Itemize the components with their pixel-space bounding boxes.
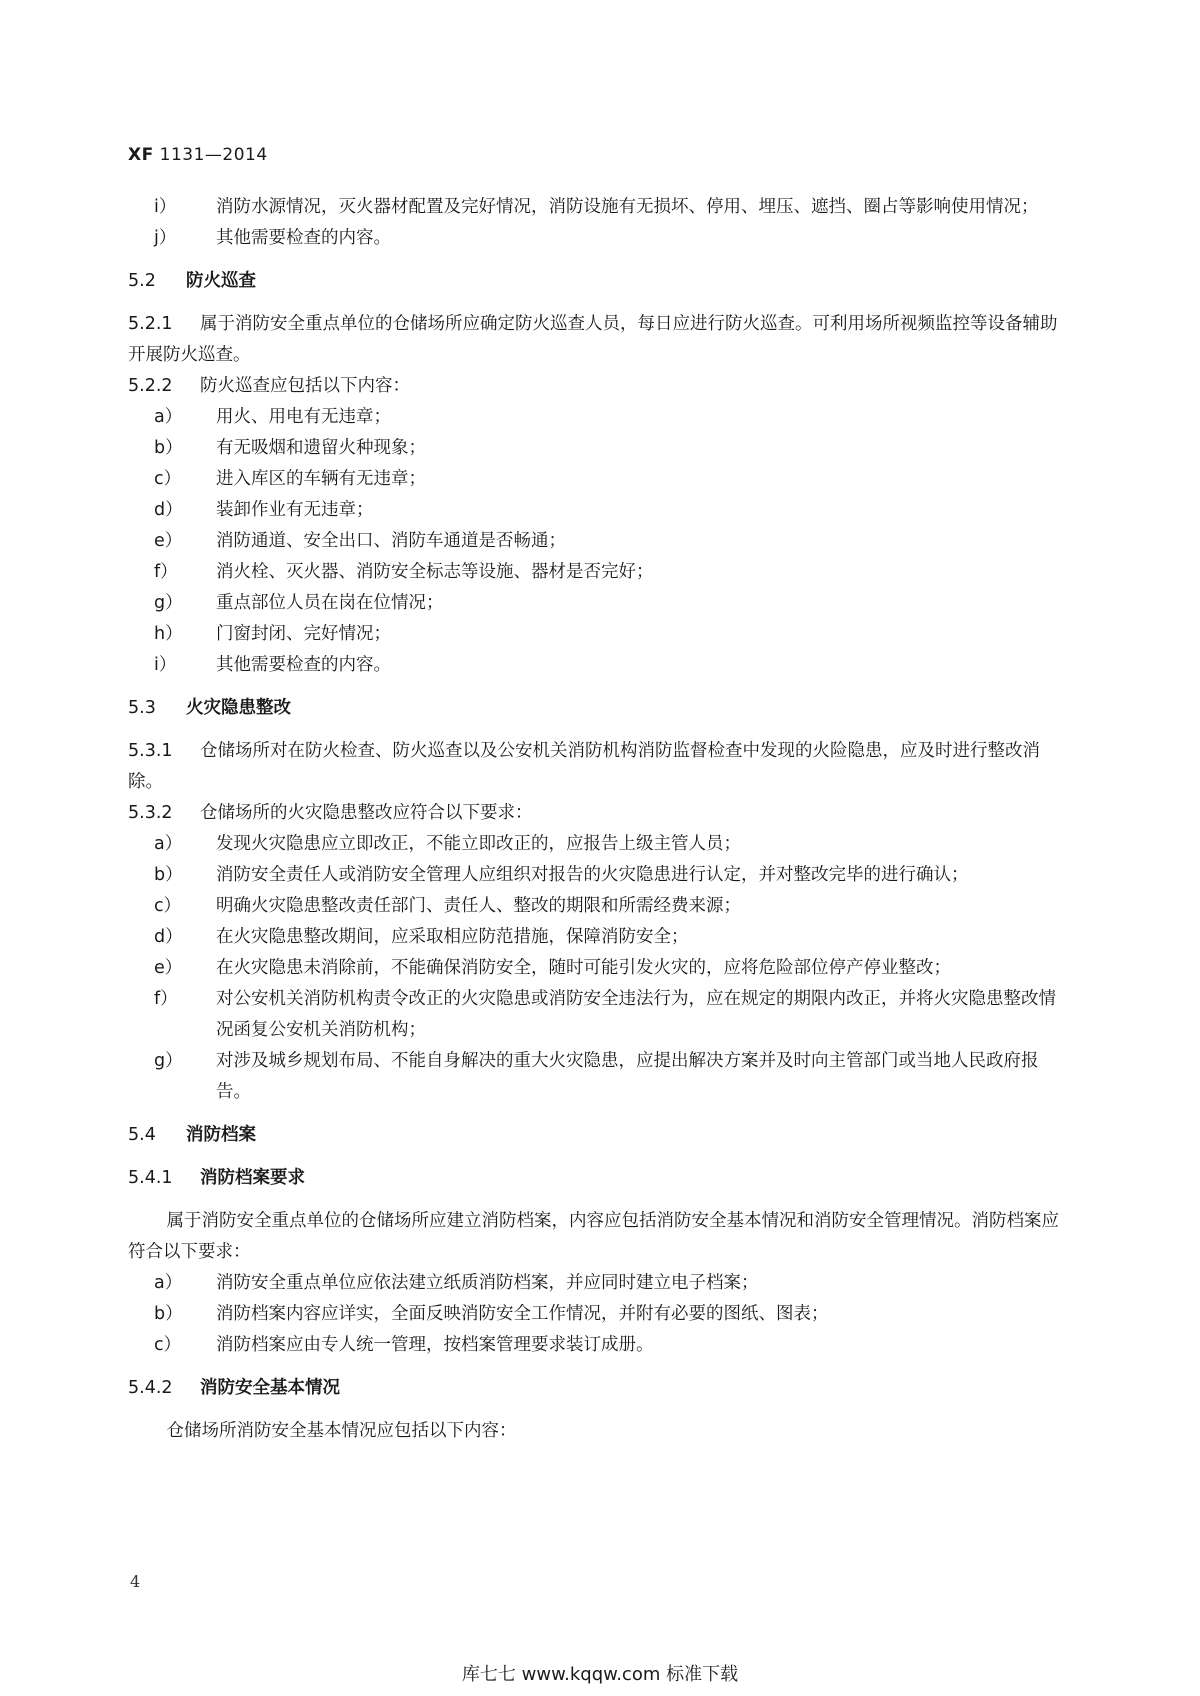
list-text: 对公安机关消防机构责令改正的火灾隐患或消防安全违法行为，应在规定的期限内改正，并将火灾隐患整改情况函复公安机关消防机构； <box>216 989 1056 1040</box>
list-marker: d） <box>154 500 183 520</box>
list-item <box>128 1046 1068 1108</box>
clause-text: 仓储场所的火灾隐患整改应符合以下要求： <box>200 803 533 823</box>
section-number: 5.3 <box>128 698 156 718</box>
list-text: 用火、用电有无违章； <box>216 407 391 427</box>
list-item <box>128 223 1068 254</box>
list-text: 其他需要检查的内容。 <box>216 655 391 675</box>
section-title: 消防安全基本情况 <box>200 1378 340 1398</box>
list-item <box>128 588 1068 619</box>
section-number: 5.2 <box>128 271 156 291</box>
list-marker: a） <box>154 1273 183 1293</box>
paragraph-5-4-2: 仓储场所消防安全基本情况应包括以下内容： <box>166 1421 517 1441</box>
clause-number: 5.2.1 <box>128 314 173 334</box>
list-marker: a） <box>154 834 183 854</box>
list-item <box>128 1268 1068 1299</box>
list-marker: i） <box>154 197 177 217</box>
list-item <box>128 495 1068 526</box>
clause-5-3-2 <box>128 798 1068 829</box>
list-item <box>128 526 1068 557</box>
list-marker: g） <box>154 1051 183 1071</box>
standard-code-header <box>128 145 268 165</box>
clause-number: 5.2.2 <box>128 376 173 396</box>
list-item <box>128 953 1068 984</box>
list-marker: a） <box>154 407 183 427</box>
section-heading-5-4 <box>128 1120 1068 1151</box>
clause-number: 5.3.1 <box>128 741 173 761</box>
section-heading-5-4-1 <box>128 1163 1068 1194</box>
list-item <box>128 619 1068 650</box>
list-text: 消防安全重点单位应依法建立纸质消防档案，并应同时建立电子档案； <box>216 1273 759 1293</box>
clause-text: 仓储场所对在防火检查、防火巡查以及公安机关消防机构消防监督检查中发现的火险隐患，应及时进行整改消除。 <box>128 741 1040 792</box>
standard-code-number: 1131—2014 <box>153 145 268 165</box>
section-number: 5.4.1 <box>128 1168 173 1188</box>
clause-text: 属于消防安全重点单位的仓储场所应确定防火巡查人员，每日应进行防火巡查。可利用场所视频监控等设备辅助开展防火巡查。 <box>128 314 1058 365</box>
list-marker: i） <box>154 655 177 675</box>
list-item <box>128 557 1068 588</box>
section-title: 防火巡查 <box>186 271 256 291</box>
list-marker: b） <box>154 438 183 458</box>
list-text: 消防安全责任人或消防安全管理人应组织对报告的火灾隐患进行认定，并对整改完毕的进行确认； <box>216 865 969 885</box>
section-heading-5-3 <box>128 693 1068 724</box>
list-item <box>128 860 1068 891</box>
clause-text: 防火巡查应包括以下内容： <box>200 376 410 396</box>
list-item <box>128 1330 1068 1361</box>
section-title: 火灾隐患整改 <box>186 698 291 718</box>
footer-watermark-text: 库七七 www.kqqw.com 标准下载 <box>461 1664 739 1685</box>
list-text: 其他需要检查的内容。 <box>216 228 391 248</box>
list-marker: b） <box>154 1304 183 1324</box>
list-text: 发现火灾隐患应立即改正，不能立即改正的，应报告上级主管人员； <box>216 834 741 854</box>
list-text: 消防通道、安全出口、消防车通道是否畅通； <box>216 531 566 551</box>
paragraph-5-4-1: 属于消防安全重点单位的仓储场所应建立消防档案，内容应包括消防安全基本情况和消防安全管理情况。消防档案应符合以下要求： <box>128 1211 1059 1262</box>
list-marker: h） <box>154 624 183 644</box>
list-text: 门窗封闭、完好情况； <box>216 624 391 644</box>
clause-5-3-1 <box>128 736 1068 798</box>
list-marker: c） <box>154 1335 182 1355</box>
list-item <box>128 891 1068 922</box>
list-item <box>128 402 1068 433</box>
list-marker: g） <box>154 593 183 613</box>
section-heading-5-2 <box>128 266 1068 297</box>
list-text: 有无吸烟和遗留火种现象； <box>216 438 426 458</box>
list-marker: f） <box>154 989 178 1009</box>
list-item <box>128 829 1068 860</box>
list-text: 消火栓、灭火器、消防安全标志等设施、器材是否完好； <box>216 562 654 582</box>
list-text: 消防档案内容应详实，全面反映消防安全工作情况，并附有必要的图纸、图表； <box>216 1304 829 1324</box>
list-text: 重点部位人员在岗在位情况； <box>216 593 444 613</box>
standard-code-prefix: XF <box>128 145 154 165</box>
list-marker: f） <box>154 562 178 582</box>
list-marker: j） <box>154 228 177 248</box>
list-text: 装卸作业有无违章； <box>216 500 374 520</box>
list-marker: b） <box>154 865 183 885</box>
list-item <box>128 922 1068 953</box>
section-title: 消防档案 <box>186 1125 256 1145</box>
list-text: 明确火灾隐患整改责任部门、责任人、整改的期限和所需经费来源； <box>216 896 741 916</box>
section-number: 5.4 <box>128 1125 156 1145</box>
list-item <box>128 984 1068 1046</box>
section-heading-5-4-2 <box>128 1373 1068 1404</box>
list-marker: c） <box>154 469 182 489</box>
document-body <box>128 192 1068 1447</box>
list-item <box>128 650 1068 681</box>
list-text: 消防档案应由专人统一管理，按档案管理要求装订成册。 <box>216 1335 654 1355</box>
list-text: 消防水源情况，灭火器材配置及完好情况，消防设施有无损坏、停用、埋压、遮挡、圈占等影响使用情况； <box>216 197 1039 217</box>
list-item <box>128 1299 1068 1330</box>
clause-5-2-1 <box>128 309 1068 371</box>
list-item <box>128 192 1068 223</box>
page-number: 4 <box>130 1572 141 1591</box>
list-text: 对涉及城乡规划布局、不能自身解决的重大火灾隐患，应提出解决方案并及时向主管部门或当地人民政府报告。 <box>216 1051 1039 1102</box>
list-item <box>128 464 1068 495</box>
section-title: 消防档案要求 <box>200 1168 305 1188</box>
list-marker: c） <box>154 896 182 916</box>
list-text: 在火灾隐患未消除前，不能确保消防安全，随时可能引发火灾的，应将危险部位停产停业整改； <box>216 958 951 978</box>
clause-number: 5.3.2 <box>128 803 173 823</box>
section-number: 5.4.2 <box>128 1378 173 1398</box>
list-marker: e） <box>154 958 183 978</box>
list-text: 在火灾隐患整改期间，应采取相应防范措施，保障消防安全； <box>216 927 689 947</box>
list-item <box>128 433 1068 464</box>
clause-5-2-2 <box>128 371 1068 402</box>
list-text: 进入库区的车辆有无违章； <box>216 469 426 489</box>
list-marker: e） <box>154 531 183 551</box>
list-marker: d） <box>154 927 183 947</box>
